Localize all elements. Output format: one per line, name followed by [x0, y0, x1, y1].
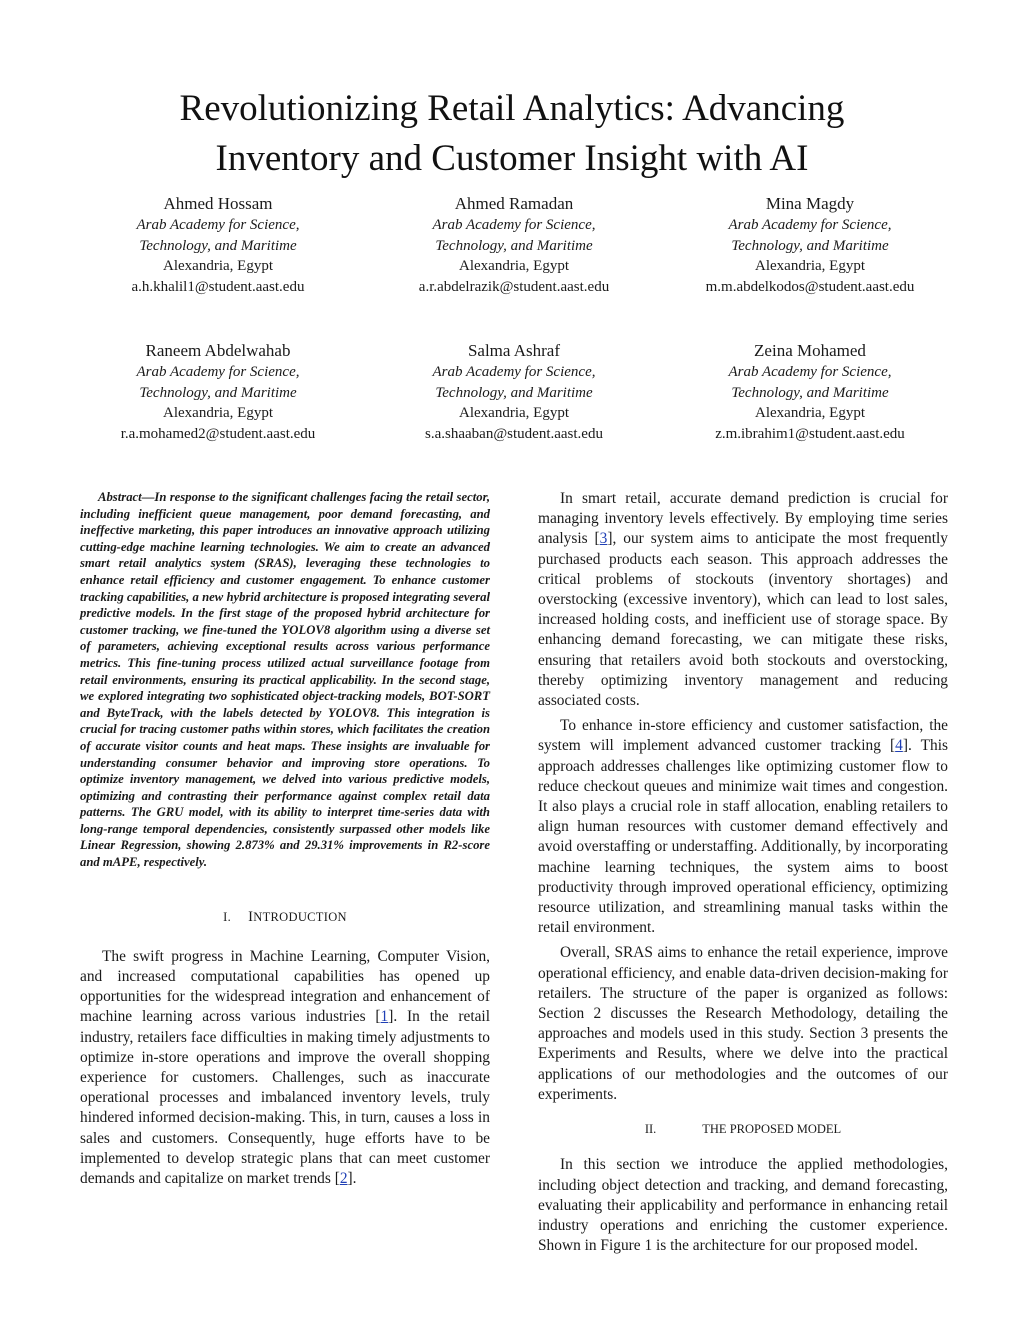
author-affiliation: Arab Academy for Science,: [136, 217, 300, 233]
author-affiliation: Arab Academy for Science,: [728, 217, 892, 233]
citation-link[interactable]: 1: [380, 1008, 389, 1026]
right-column: [538, 489, 948, 1261]
author-location: Alexandria, Egypt: [755, 258, 865, 274]
paragraph-text: The swift progress in Machine Learning, Computer Vision, and increased computational capabilities has opened up opportunities for the widespread integration and enhancement of machine learning across various industries [: [80, 947, 490, 1026]
author-email: m.m.abdelkodos@student.aast.edu: [705, 278, 915, 295]
author-name: Ahmed Hossam: [163, 194, 273, 213]
section-heading-introduction: [80, 907, 490, 927]
author-block: [68, 192, 368, 297]
left-column: [80, 489, 490, 1194]
author-location: Alexandria, Egypt: [459, 258, 569, 274]
author-affiliation: Arab Academy for Science,: [728, 364, 892, 380]
author-location: Alexandria, Egypt: [163, 258, 273, 274]
author-block: [364, 192, 664, 297]
author-name: Ahmed Ramadan: [454, 194, 574, 213]
section-title: THE PROPOSED MODEL: [702, 1122, 842, 1137]
author-email: z.m.ibrahim1@student.aast.edu: [715, 425, 905, 442]
tracking-paragraph: [538, 716, 948, 938]
citation-link[interactable]: 3: [599, 530, 608, 548]
paragraph-text: ]. This approach addresses challenges like optimizing customer flow to reduce checkout queues and minimize wait times and congestion. It also plays a crucial role in staff allocation, enabling retailers to align human resources with customer demand effectively and avoid overstaffing or understaffing. Additionally, by incorporating machine learning techniques, the system aims to boost productivity through improved operational efficiency, optimizing resource utilization, and streamlining manual tasks within the retail environment.: [538, 737, 948, 937]
author-affiliation: Technology, and Maritime: [435, 384, 593, 401]
intro-paragraph: [80, 947, 490, 1189]
citation-link[interactable]: 4: [895, 737, 903, 755]
author-block: [68, 339, 368, 444]
author-email: s.a.shaaban@student.aast.edu: [425, 425, 603, 442]
section-heading-proposed-model: [538, 1119, 948, 1139]
author-location: Alexandria, Egypt: [163, 405, 273, 421]
methodology-paragraph: In this section we introduce the applied methodologies, including object detection and tracking, and demand forecasting, evaluating their applicability and performance in enhancing retail industry operations and enriching the customer experience. Shown in Figure 1 is the architecture for our proposed model.: [538, 1156, 948, 1255]
author-email: a.r.abdelrazik@student.aast.edu: [418, 278, 610, 295]
paragraph-text: To enhance in-store efficiency and customer satisfaction, the system will implement advanced customer tracking [: [538, 717, 948, 755]
paragraph-text: ].: [347, 1170, 357, 1188]
paper-title: [80, 84, 944, 184]
author-location: Alexandria, Egypt: [459, 405, 569, 421]
author-block: [660, 339, 960, 444]
author-affiliation: Technology, and Maritime: [435, 237, 593, 254]
author-affiliation: Technology, and Maritime: [139, 237, 297, 254]
section-number: II.: [644, 1122, 657, 1137]
title-line-1: Revolutionizing Retail Analytics: Advancing: [179, 88, 845, 129]
demand-paragraph: [538, 489, 948, 711]
section-number: I.: [223, 909, 232, 924]
paragraph-text: In smart retail, accurate demand prediction is crucial for managing inventory levels effectively. By employing time series analysis [: [538, 490, 948, 548]
author-location: Alexandria, Egypt: [755, 405, 865, 421]
author-block: [660, 192, 960, 297]
section-title-initial: I: [248, 908, 254, 925]
section-title: NTRODUCTION: [253, 909, 347, 924]
author-affiliation: Arab Academy for Science,: [432, 364, 596, 380]
author-name: Mina Magdy: [765, 194, 855, 213]
author-name: Zeina Mohamed: [754, 341, 866, 360]
author-affiliation: Technology, and Maritime: [139, 384, 297, 401]
author-name: Salma Ashraf: [467, 341, 561, 360]
paragraph-text: ]. In the retail industry, retailers face difficulties in making timely adjustments to optimize in-store operations and improve the overall shopping experience for customers. Challenges, such as inaccurate operational processes and imbalanced inventory levels, truly hindered informed decision-making. This, in turn, causes a loss in sales and customers. Consequently, huge efforts have to be implemented to develop strategic plans that can meet customer demands and capitalize on market trends [: [80, 1008, 490, 1188]
title-line-2: Inventory and Customer Insight with AI: [215, 138, 809, 179]
author-email: r.a.mohamed2@student.aast.edu: [120, 425, 316, 442]
citation-link[interactable]: 2: [339, 1170, 348, 1188]
author-email: a.h.khalil1@student.aast.edu: [131, 278, 305, 295]
paragraph-text: ], our system aims to anticipate the most frequently purchased products each season. This approach addresses the critical problems of stockouts (inventory shortages) and overstocking (excessive inventory), which can lead to lost sales, increased holding costs, and inefficient use of storage space. By enhancing demand forecasting, we can mitigate these risks, ensuring that retailers avoid both stockouts and overstocking, thereby optimizing inventory management and reducing associated costs.: [538, 530, 948, 710]
overview-paragraph: Overall, SRAS aims to enhance the retail experience, improve operational efficiency, and enable data-driven decision-making for retailers. The structure of the paper is organized as follows: Section 2 discusses the Research Methodology, detailing the approaches and models used in this study. Section 3 presents the Experiments and Results, where we delve into the practical applications of our methodologies and the outcomes of our experiments.: [538, 944, 948, 1103]
author-name: Raneem Abdelwahab: [145, 341, 291, 360]
author-affiliation: Technology, and Maritime: [731, 237, 889, 254]
author-affiliation: Technology, and Maritime: [731, 384, 889, 401]
author-affiliation: Arab Academy for Science,: [432, 217, 596, 233]
author-block: [364, 339, 664, 444]
author-affiliation: Arab Academy for Science,: [136, 364, 300, 380]
abstract: Abstract—In response to the significant challenges facing the retail sector, including inefficient queue management, poor demand forecasting, and ineffective marketing, this paper introduces an innovative approach utilizing cutting-edge machine learning technologies. We aim to create an advanced smart retail analytics system (SRAS), leveraging these technologies to enhance retail efficiency and customer engagement. To enhance customer tracking capabilities, a new hybrid architecture is proposed integrating several predictive models. In the first stage of the proposed hybrid architecture for customer tracking, we fine-tuned the YOLOV8 algorithm using a diverse set of parameters, achieving exceptional results across various performance metrics. This fine-tuning process utilized actual surveillance footage from retail environments, ensuring its practical applicability. In the second stage, we explored integrating two sophisticated object-tracking models, BOT-SORT and ByteTrack, with the labels detected by YOLOV8. This integration is crucial for tracing customer paths within stores, which facilitates the creation of accurate visitor counts and heat maps. These insights are invaluable for understanding consumer behavior and improving store operations. To optimize inventory management, we delved into various predictive models, optimizing and contrasting their performance against complex retail data patterns. The GRU model, with its ability to interpret time-series data with long-range temporal dependencies, consistently surpassed other models like Linear Regression, showing 2.873% and 29.31% improvements in R2-score and mAPE, respectively.: [80, 490, 490, 870]
